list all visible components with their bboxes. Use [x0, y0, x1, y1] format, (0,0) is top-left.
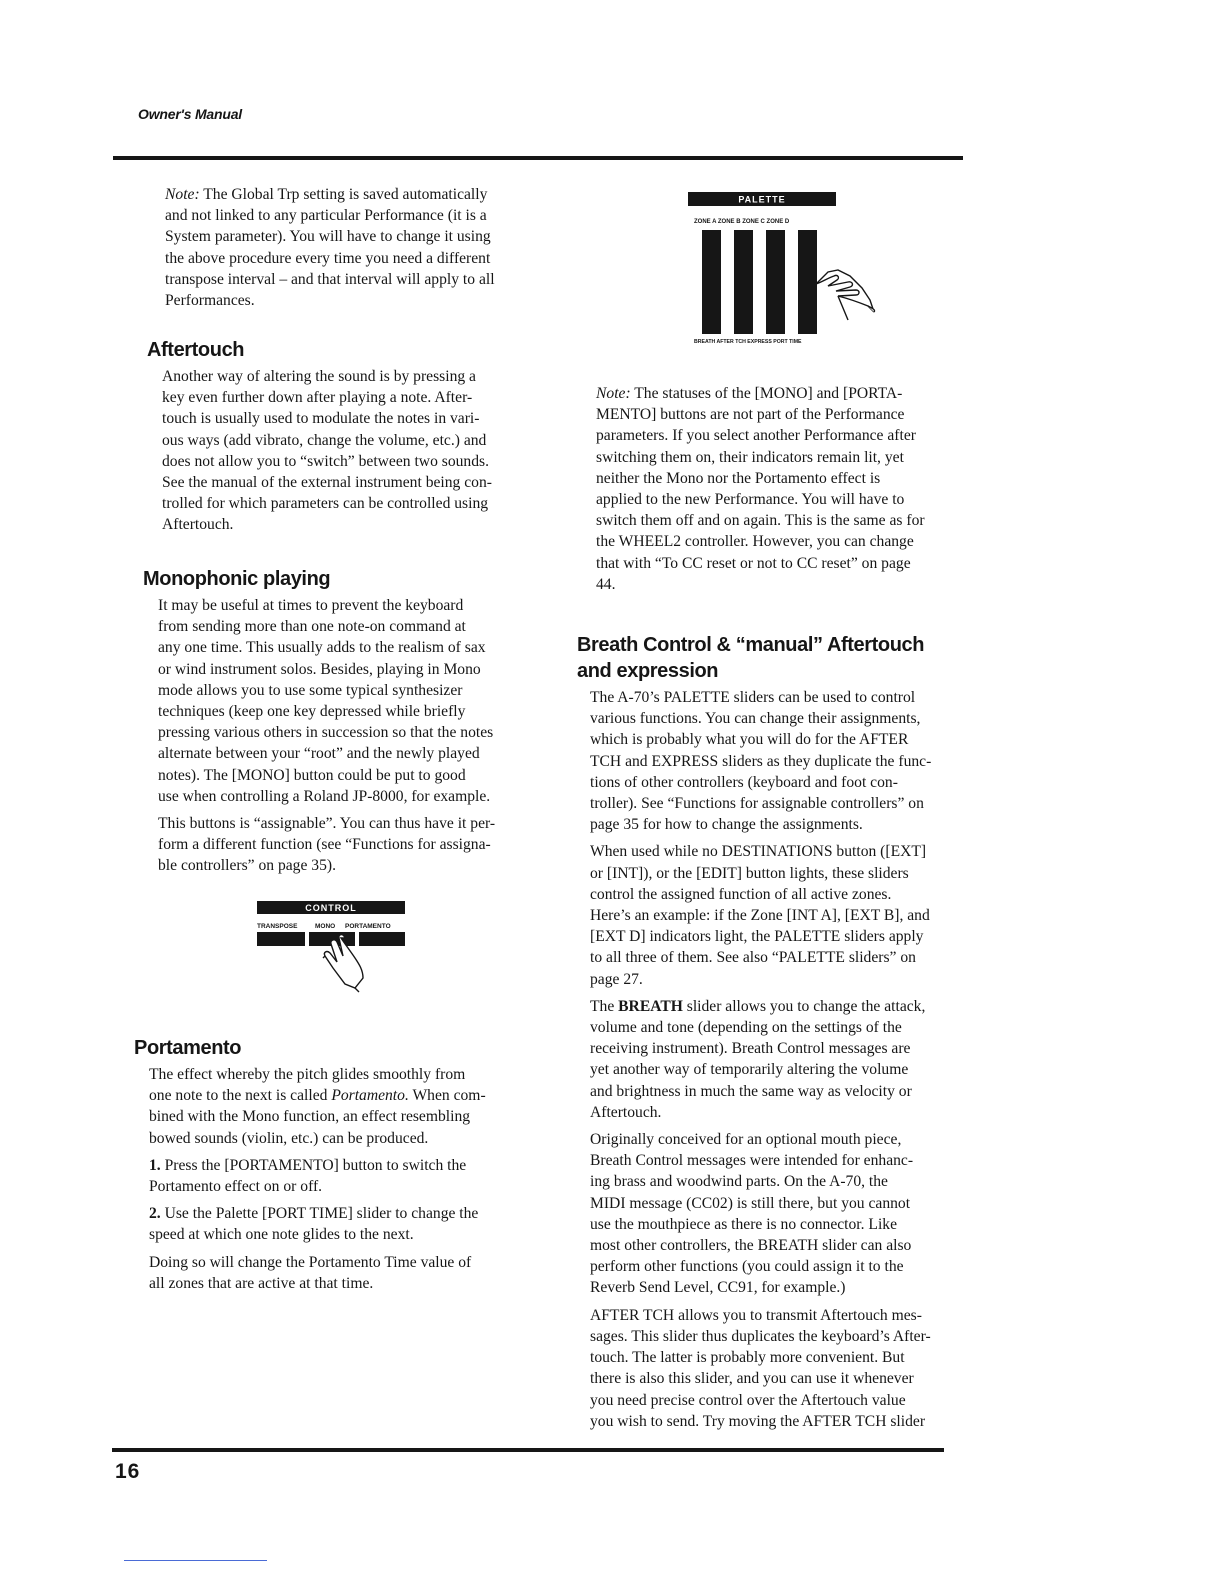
- text-line: and brightness in much the same way as velocity or: [590, 1082, 912, 1100]
- after-tch-slider: [734, 230, 753, 334]
- text-line: you need precise control over the Aftertouch value: [590, 1391, 906, 1409]
- text-line: key even further down after playing a note. After-: [162, 389, 473, 407]
- text-line: troller). See “Functions for assignable controllers” on: [590, 795, 924, 813]
- text-line: bowed sounds (violin, etc.) can be produced.: [149, 1129, 429, 1147]
- bottom-rule: [112, 1448, 944, 1452]
- text-line: various functions. You can change their assignments,: [590, 710, 921, 728]
- control-panel-illustration: [255, 898, 415, 994]
- note-line: Note: The statuses of the [MONO] and [PORTA-: [596, 385, 903, 402]
- text-line: receiving instrument). Breath Control messages are: [590, 1040, 911, 1058]
- text-line: Aftertouch.: [590, 1103, 662, 1121]
- note-line: and not linked to any particular Performance (it is a: [165, 207, 487, 225]
- text-line: It may be useful at times to prevent the keyboard: [158, 597, 464, 614]
- heading-line: Breath Control & “manual” Aftertouch: [577, 634, 925, 656]
- step-2: 2. Use the Palette [PORT TIME] slider to change the: [149, 1205, 479, 1223]
- aftertouch-heading: Aftertouch: [147, 339, 245, 361]
- page-number: 16: [115, 1460, 141, 1483]
- text-line: volume and tone (depending on the settings of the: [590, 1019, 902, 1037]
- text-line: TCH and EXPRESS sliders as they duplicate the func-: [590, 752, 932, 770]
- note-line: transpose interval – and that interval will apply to all: [165, 270, 495, 288]
- note-line: parameters. If you select another Performance after: [596, 427, 916, 445]
- step-1: 1. Press the [PORTAMENTO] button to switch the: [149, 1156, 467, 1174]
- mono-porta-note: [596, 383, 971, 595]
- note-line: switch them off and on again. This is the same as for: [596, 512, 925, 530]
- text-line: When used while no DESTINATIONS button ([EXT]: [590, 843, 927, 861]
- text-line: Another way of altering the sound is by pressing a: [162, 368, 476, 385]
- mono-label: MONO: [315, 923, 336, 930]
- note-line: the WHEEL2 controller. However, you can change: [596, 533, 914, 551]
- text-line: does not allow you to “switch” between two sounds.: [162, 452, 489, 470]
- text-line: Aftertouch.: [162, 516, 234, 534]
- text-line: control the assigned function of all active zones.: [590, 885, 892, 903]
- text-line: page 27.: [590, 970, 643, 988]
- text-line: tions of other controllers (keyboard and foot con-: [590, 773, 898, 791]
- palette-figure: [688, 190, 898, 350]
- note-line: Performances.: [165, 292, 255, 310]
- text-line: alternate between your “root” and the newly played: [158, 745, 480, 763]
- running-title: Owner's Manual: [138, 106, 242, 122]
- text-line: This buttons is “assignable”. You can thus have it per-: [158, 815, 496, 833]
- text-line: ble controllers” on page 35).: [158, 857, 336, 875]
- transpose-button: [257, 932, 305, 946]
- text-line: ous ways (add vibrato, change the volume, etc.) and: [162, 431, 487, 449]
- text-line: speed at which one note glides to the next.: [149, 1226, 414, 1244]
- text-line: perform other functions (you could assign it to the: [590, 1258, 904, 1276]
- note-line: the above procedure every time you need a different: [165, 249, 491, 267]
- text-line: The BREATH slider allows you to change the attack,: [590, 997, 926, 1015]
- control-panel-figure: [255, 898, 415, 994]
- portamento-label: PORTAMENTO: [345, 923, 391, 930]
- breath-slider: [702, 230, 721, 334]
- text-line: yet another way of temporarily altering the volume: [590, 1061, 909, 1079]
- note-line: that with “To CC reset or not to CC reset” on page: [596, 554, 911, 572]
- text-line: there is also this slider, and you can use it whenever: [590, 1370, 914, 1388]
- slider-labels: BREATH AFTER TCH EXPRESS PORT TIME: [694, 339, 802, 345]
- text-line: sages. This slider thus duplicates the keyboard’s After-: [590, 1327, 931, 1345]
- text-line: MIDI message (CC02) is still there, but you cannot: [590, 1194, 911, 1212]
- express-slider: [766, 230, 785, 334]
- note-line: System parameter). You will have to change it using: [165, 228, 491, 246]
- pressing-hand-icon: [816, 270, 875, 312]
- text-line: page 35 for how to change the assignments.: [590, 816, 863, 834]
- control-title: CONTROL: [305, 903, 357, 913]
- note-line: neither the Mono nor the Portamento effect is: [596, 469, 881, 487]
- pressing-hand-icon: [324, 935, 363, 988]
- monophonic-heading: Monophonic playing: [143, 568, 331, 590]
- text-line: Doing so will change the Portamento Time value of: [149, 1253, 472, 1271]
- text-line: notes). The [MONO] button could be put to good: [158, 766, 466, 784]
- breath-control-heading: [577, 632, 924, 684]
- text-line: The effect whereby the pitch glides smoothly from: [149, 1066, 466, 1083]
- text-line: The A-70’s PALETTE sliders can be used to control: [590, 689, 916, 706]
- text-line: AFTER TCH allows you to transmit Aftertouch mes-: [590, 1306, 922, 1324]
- palette-illustration: [688, 190, 898, 350]
- portamento-body: [149, 1064, 539, 1294]
- text-line: use when controlling a Roland JP-8000, for example.: [158, 787, 491, 805]
- breath-control-body: [590, 687, 970, 1432]
- port-time-slider: [798, 230, 817, 334]
- text-line: bined with the Mono function, an effect resembling: [149, 1108, 471, 1126]
- text-line: ing brass and woodwind parts. On the A-70, the: [590, 1173, 888, 1191]
- text-line: See the manual of the external instrument being con-: [162, 474, 492, 492]
- text-line: touch. The latter is probably more convenient. But: [590, 1349, 905, 1367]
- note-line: switching them on, their indicators remain lit, yet: [596, 448, 904, 466]
- heading-line: and expression: [577, 660, 719, 682]
- text-line: which is probably what you will do for the AFTER: [590, 731, 909, 749]
- portamento-button: [359, 932, 405, 946]
- note-line: applied to the new Performance. You will have to: [596, 491, 905, 509]
- hand-stroke: [838, 296, 848, 320]
- text-line: Portamento effect on or off.: [149, 1178, 323, 1196]
- portamento-heading: Portamento: [134, 1037, 242, 1059]
- text-line: techniques (keep one key depressed while briefly: [158, 703, 466, 721]
- text-line: [EXT D] indicators light, the PALETTE sliders apply: [590, 928, 924, 946]
- text-line: most other controllers, the BREATH slider can also: [590, 1237, 912, 1255]
- top-rule: [113, 156, 963, 160]
- text-line: touch is usually used to modulate the notes in vari-: [162, 410, 480, 428]
- text-line: or [INT]), or the [EDIT] button lights, these sliders: [590, 864, 909, 882]
- text-line: Originally conceived for an optional mouth piece,: [590, 1131, 902, 1149]
- aftertouch-body: [162, 366, 542, 536]
- text-line: to all three of them. See also “PALETTE sliders” on: [590, 949, 916, 967]
- text-line: one note to the next is called Portamento. When com-: [149, 1087, 486, 1105]
- text-line: use the mouthpiece as there is no connector. Like: [590, 1215, 898, 1233]
- text-line: trolled for which parameters can be controlled using: [162, 495, 489, 513]
- text-line: Breath Control messages were intended for enhanc-: [590, 1152, 914, 1170]
- text-line: you wish to send. Try moving the AFTER TCH slider: [590, 1412, 926, 1430]
- text-line: Reverb Send Level, CC91, for example.): [590, 1279, 846, 1297]
- zone-labels: ZONE A ZONE B ZONE C ZONE D: [694, 219, 790, 225]
- text-line: all zones that are active at that time.: [149, 1274, 374, 1292]
- monophonic-body: [158, 595, 543, 877]
- text-line: Here’s an example: if the Zone [INT A], [EXT B], and: [590, 907, 930, 925]
- text-line: or wind instrument solos. Besides, playing in Mono: [158, 660, 481, 678]
- note-line: MENTO] buttons are not part of the Performance: [596, 406, 905, 424]
- text-line: pressing various others in succession so that the notes: [158, 724, 494, 742]
- transpose-label: TRANSPOSE: [257, 923, 298, 930]
- text-line: mode allows you to use some typical synthesizer: [158, 681, 463, 699]
- note-line: Note: The Global Trp setting is saved automatically: [165, 186, 488, 203]
- note-line: 44.: [596, 575, 616, 593]
- palette-title: PALETTE: [738, 194, 786, 205]
- text-line: any one time. This usually adds to the realism of sax: [158, 639, 486, 657]
- text-line: from sending more than one note-on command at: [158, 618, 466, 636]
- text-line: form a different function (see “Functions for assigna-: [158, 836, 491, 854]
- global-trp-note: [165, 184, 545, 311]
- footer-link-line: [124, 1560, 267, 1561]
